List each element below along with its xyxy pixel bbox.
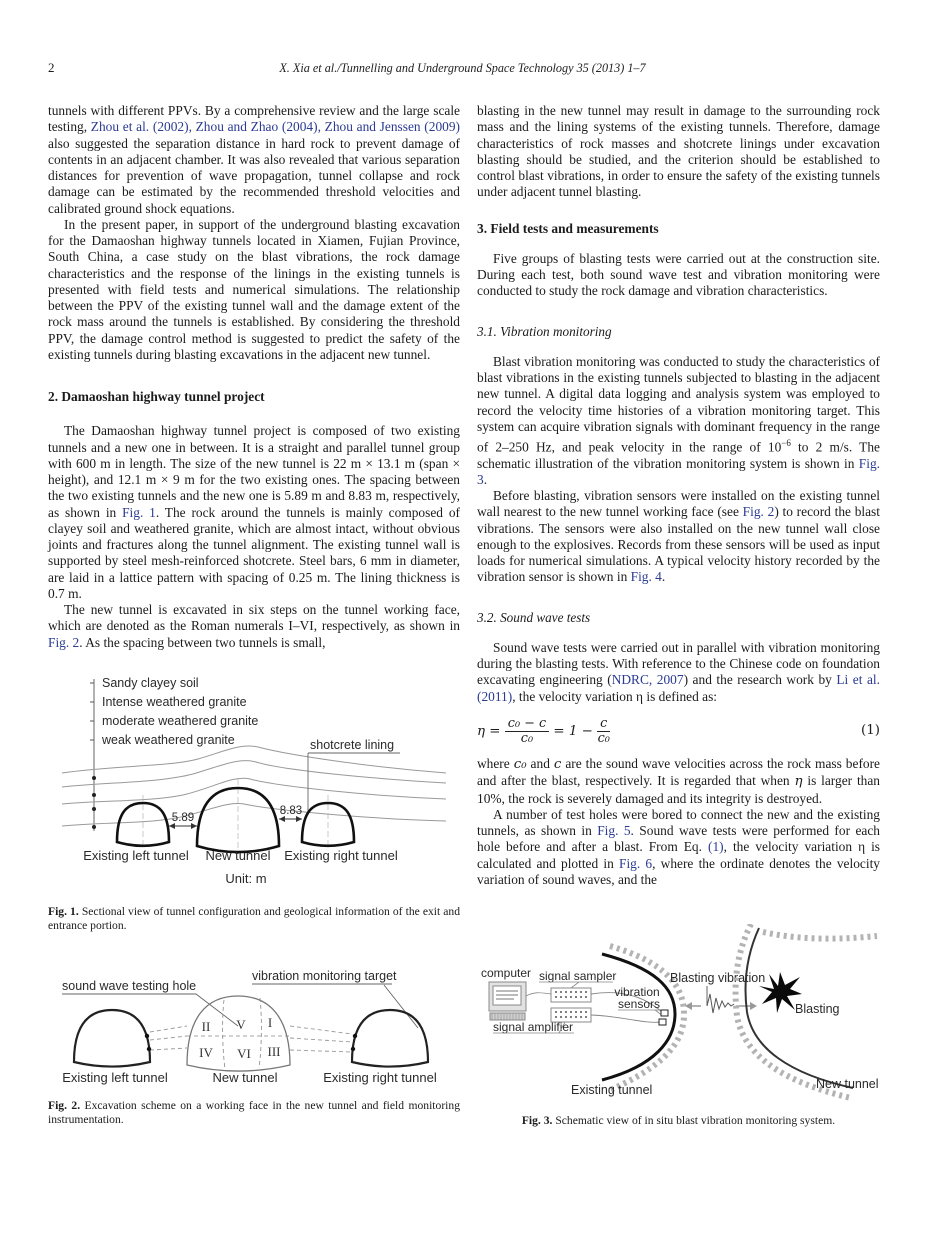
paragraph [477, 756, 880, 807]
variable: c₀ [513, 757, 527, 773]
caption-text: Sectional view of tunnel configuration and geological information of the exit and entrance portion. [48, 904, 461, 933]
figure-2 [48, 956, 460, 1091]
figure-ref-link[interactable]: Fig. 1 [122, 504, 156, 520]
caption-tag: Fig. 1. [48, 904, 79, 918]
figure-3-caption [477, 1114, 880, 1128]
eq-fraction-2 [597, 717, 610, 746]
fig3-blasting-vibration [670, 971, 765, 1013]
body-text: . The rock around the tunnels is mainly composed of clayey soil and weathered granite, which are almost intact, without obvious joints and fractures along the tunnel alignment. The existing tunnel wall is supported by steel mesh-reinforced shotcrete. Steel bars, 6 mm in diameter, are laid in a lattice pattern with spacing of 0.25 m. The lining thickness is 0.7 m. [48, 504, 460, 601]
section-heading-2: 2. Damaoshan highway tunnel project [48, 389, 265, 404]
fig1-label-shotcrete: shotcrete lining [310, 737, 395, 752]
page-number: 2 [48, 60, 55, 75]
equation-ref-link[interactable]: (1) [707, 839, 724, 855]
running-title: X. Xia et al./Tunnelling and Underground Space Technology 35 (2013) 1–7 [279, 61, 646, 75]
body-text: . Sound wave tests were performed for each hole before and after a blast. From Eq. [477, 823, 880, 855]
fig2-new-tunnel [187, 996, 290, 1071]
fig1-label-new-tunnel: New tunnel [205, 847, 271, 863]
figure-1-caption [48, 905, 460, 934]
paragraph: Five groups of blasting tests were carried out at the construction site. During each test, both sound wave test and vibration monitoring were conducted to study the rock damage and vibration characteristics. [477, 250, 880, 299]
caption-text: Excavation scheme on a working face in the new tunnel and field monitoring instrumentation. [48, 1098, 461, 1126]
fig1-label-moderate: moderate weathered granite [102, 713, 259, 728]
figure-ref-link[interactable]: Fig. 2 [742, 504, 775, 520]
eq-rhs: = 1 − [553, 724, 593, 740]
paragraph [48, 423, 460, 602]
fig1-dim-8-83: 8.83 [279, 804, 303, 817]
fig2-label-existing-left-tunnel: Existing left tunnel [62, 1069, 168, 1085]
fig1-dimension-right [279, 805, 302, 822]
fig3-label-blasting: Blasting [794, 1002, 839, 1017]
paragraph: In the present paper, in support of the underground blasting excavation for the Damaoshan highway tunnels located in Xiamen, Fujian Province, South China, a case study on the blast vibrations, the rock damage characteristics and the response of the linings in the existing tunnels is presented with field tests and numerical simulations. The relationship between the PPV of the existing tunnel wall and the damage extent of the rock mass around the tunnels is established. By considering the threshold PPV, the damage control method is suggested to predict the safety of the existing tunnels during blasting excavations in the adjacent new tunnel. [48, 216, 460, 362]
eq-denominator: c₀ [520, 731, 534, 747]
paragraph [477, 488, 880, 586]
figure-ref-link[interactable]: Fig. 3 [477, 455, 880, 487]
body-text: The Damaoshan highway tunnel project is composed of two existing tunnels and a new one in between. It is a straight and parallel tunnel group with 600 m in length. The size of the new tunnel is 22 m × 13.1 m (span × height), and 12.1 m × 9 m for the two existing ones. The spacing between the two existing tunnels and the new one is 5.89 m and 8.83 m, respectively, as shown in [48, 423, 460, 520]
eq-denominator: c₀ [597, 731, 610, 747]
fig2-label-sound-wave-hole: sound wave testing hole [62, 978, 197, 993]
body-text: . [483, 471, 488, 487]
fig3-blast [759, 972, 840, 1016]
body-text: , where the ordinate denotes the velocity variation of sound waves, and the [477, 855, 880, 887]
figure-ref-link[interactable]: Fig. 5 [597, 823, 631, 839]
fig3-label-vibration: vibration [613, 985, 660, 1000]
figure-ref-link[interactable]: Fig. 4 [630, 569, 662, 585]
variable: η [794, 774, 803, 790]
fig2-segment-I: I [267, 1014, 273, 1030]
body-text: ) and the research work by [683, 672, 837, 688]
fig1-strata-lines [62, 746, 446, 826]
equation-number: (1) [861, 723, 880, 739]
fig1-geology-legend [90, 676, 258, 831]
fig2-segment-V: V [236, 1016, 246, 1032]
caption-tag: Fig. 3. [521, 1114, 553, 1128]
body-text: ) to record the blast vibrations. The sensors were also installed on the new tunnel wall close enough to the explosives. Records from these sensors will be used as input loads for numerical simulations. A typical velocity history recorded by the vibration sensor is shown in [477, 504, 880, 585]
fig2-existing-left-tunnel [74, 1010, 151, 1067]
eq-numerator: c [597, 717, 610, 732]
equation-1 [477, 717, 880, 746]
paragraph: blasting in the new tunnel may result in damage to the surrounding rock mass and the lining systems of the existing tunnels. Therefore, damage characteristics of rock masses and shotcrete linings under excavation blasting should be studied, and the criterion should be established to control blast vibrations, in order to ensure the safety of the existing tunnels under adjacent tunnel blasting. [477, 103, 880, 200]
body-text: A number of test holes were bored to connect the new and the existing tunnels, as shown in [477, 806, 880, 839]
figure-ref-link[interactable]: Fig. 2 [48, 634, 80, 650]
body-text: are the sound wave velocities across the rock mass before and after the blast, respectively. It is regarded that when [477, 756, 881, 789]
paragraph [477, 354, 880, 488]
paragraph [48, 103, 460, 217]
fig3-label-signal-amplifier: signal amplifier [492, 1020, 573, 1035]
fig3-label-blasting-vibration: Blasting vibration [669, 971, 765, 986]
fig1-label-existing-left-tunnel: Existing left tunnel [83, 847, 189, 863]
fig3-computer [481, 966, 531, 1020]
eq-equals: = [489, 724, 501, 740]
fig2-segment-II: II [201, 1018, 211, 1034]
body-text: , the velocity variation η is defined as: [512, 688, 718, 704]
fig3-label-existing-tunnel: Existing tunnel [570, 1083, 652, 1098]
body-text: and [526, 756, 554, 772]
fig2-label-vibration-target: vibration monitoring target [252, 968, 397, 983]
fig1-unit-label: Unit: m [225, 870, 267, 886]
body-text: Before blasting, vibration sensors were installed on the existing tunnel wall nearest to the new tunnel working face (see [477, 488, 880, 520]
fig1-dimension-left [169, 812, 197, 829]
fig2-boreholes [150, 1026, 352, 1052]
caption-tag: Fig. 2. [48, 1098, 81, 1112]
fig1-label-soil: Sandy clayey soil [102, 675, 199, 690]
body-text: . [661, 569, 666, 585]
section-heading-3: 3. Field tests and measurements [477, 220, 659, 236]
fig1-label-existing-right-tunnel: Existing right tunnel [284, 847, 398, 863]
body-text: , the velocity variation η is calculated and plotted in [477, 839, 881, 871]
body-text: Sound wave tests were carried out in parallel with vibration monitoring during the blasting tests. With reference to the Chinese code on foundation excavating engineering ( [477, 639, 880, 688]
fig2-segment-III: III [267, 1043, 281, 1059]
fig2-label-new-tunnel: New tunnel [212, 1069, 278, 1085]
body-text: is larger than 10%, the rock is severely damaged and its integrity is destroyed. [477, 773, 881, 806]
body-text: . As the spacing between two tunnels is small, [79, 634, 326, 650]
equation-body [477, 717, 861, 746]
superscript: −6 [781, 438, 791, 448]
variable: c [553, 757, 562, 773]
paragraph [48, 602, 460, 651]
fig2-existing-right-tunnel [351, 1010, 428, 1067]
body-text: Blast vibration monitoring was conducted to study the characteristics of blast vibrations in the existing tunnels subjected to blasting in the adjacent new tunnel. A digital data logging and analysis system was employed to record the velocity time histories of a vibration monitoring target. This system can acquire vibration signals with dominant frequency in the range of 2–250 Hz, and peak velocity in the range of 10 [477, 353, 880, 455]
figure-ref-link[interactable]: Fig. 6 [619, 855, 653, 871]
fig3-signal-amplifier [493, 1020, 574, 1034]
fig2-segment-VI: VI [237, 1045, 251, 1061]
fig3-label-signal-sampler: signal sampler [538, 969, 616, 984]
subsection-heading-3-1: 3.1. Vibration monitoring [477, 323, 612, 339]
fig1-tunnels [117, 788, 354, 852]
fig1-label-intense: Intense weathered granite [102, 694, 247, 709]
fig3-label-new-tunnel: New tunnel [815, 1077, 879, 1092]
body-text: where [477, 756, 514, 772]
eq-fraction-1 [505, 717, 549, 746]
body-text: tunnels with different PPVs. By a comprehensive review and the large scale testing, [48, 103, 460, 135]
fig3-existing-tunnel-wall [602, 946, 684, 1090]
fig1-dim-5-89: 5.89 [171, 811, 195, 824]
right-column [477, 103, 880, 1129]
body-text: The new tunnel is excavated in six steps on the tunnel working face, which are denoted as the Roman numerals I–VI, respectively, as shown in [48, 602, 460, 634]
left-column [48, 103, 460, 1127]
eq-numerator: c₀ − c [505, 717, 549, 732]
paragraph [477, 807, 880, 888]
fig2-label-existing-right-tunnel: Existing right tunnel [323, 1069, 437, 1085]
citation-link[interactable]: Li et al. (2011) [477, 672, 880, 704]
fig3-label-computer: computer [480, 966, 531, 981]
fig3-signal-sampler [526, 969, 616, 1022]
body-text: to 2 m/s. The schematic illustration of the vibration monitoring system is shown in [477, 439, 880, 471]
paragraph [477, 640, 880, 705]
figure-3 [479, 924, 879, 1102]
caption-text: Schematic view of in situ blast vibration monitoring system. [552, 1114, 836, 1128]
subsection-heading-3-2: 3.2. Sound wave tests [477, 609, 591, 625]
fig2-segment-IV: IV [199, 1044, 213, 1060]
figure-1 [48, 669, 460, 897]
figure-2-caption [48, 1099, 460, 1128]
fig1-label-weak: weak weathered granite [102, 732, 235, 747]
citation-link[interactable]: Zhou et al. (2002), Zhou and Zhao (2004), Zhou and Jenssen (2009) [90, 119, 461, 135]
citation-link[interactable]: NDRC, 2007 [611, 672, 684, 688]
figure-3-wrap [477, 924, 880, 1129]
eq-eta: η [477, 724, 486, 740]
fig3-vibration-sensors [614, 985, 668, 1025]
body-text: also suggested the separation distance in hard rock to prevent damage of contents in an adjacent chamber. It was also revealed that various separation distances for prevention of wave propagation, tunnel collapse and rock damage can be estimated by the recommended threshold velocities and calibrated ground shock equations. [48, 135, 460, 216]
fig3-label-sensors: sensors [617, 997, 660, 1012]
